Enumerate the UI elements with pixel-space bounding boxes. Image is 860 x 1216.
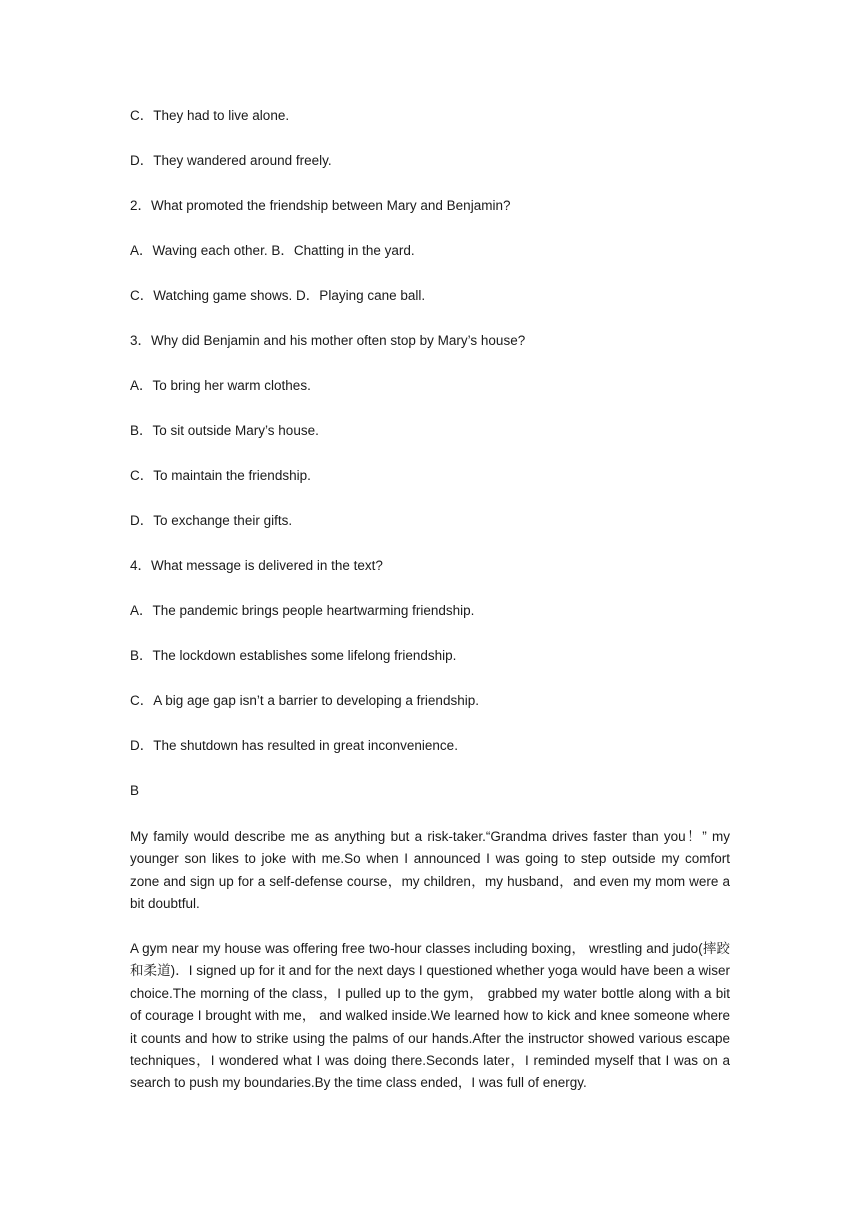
- passage-paragraph-1: My family would describe me as anything but a risk-taker.“Grandma drives faster than you！” my younger son likes to joke with me.So when I announced I was going to step outside my comfort zone and sign up for a self-defense course，my children，my husband，and even my mom were a bit doubtful.: [130, 829, 730, 912]
- question-4: 4．What message is delivered in the text?: [130, 558, 383, 573]
- options-ab-q2: A．Waving each other. B．Chatting in the yard.: [130, 243, 415, 258]
- option-b-q4: B．The lockdown establishes some lifelong friendship.: [130, 648, 457, 663]
- option-d-q3: D．To exchange their gifts.: [130, 513, 293, 528]
- question-2: 2．What promoted the friendship between Mary and Benjamin?: [130, 198, 511, 213]
- option-a-q4: A．The pandemic brings people heartwarming friendship.: [130, 603, 475, 618]
- option-a-q3: A．To bring her warm clothes.: [130, 378, 311, 393]
- options-cd-q2: C．Watching game shows. D．Playing cane ball.: [130, 288, 426, 303]
- option-d-q1: D．They wandered around freely.: [130, 153, 332, 168]
- section-label-b: B: [130, 783, 140, 798]
- option-c-q1: C．They had to live alone.: [130, 108, 290, 123]
- option-b-q3: B．To sit outside Mary’s house.: [130, 423, 319, 438]
- option-c-q4: C．A big age gap isn’t a barrier to developing a friendship.: [130, 693, 479, 708]
- passage-paragraph-2: A gym near my house was offering free two-hour classes including boxing， wrestling and judo(摔跤和柔道)．I signed up for it and for the next days I questioned whether yoga would have been a wiser choice.The morning of the class，I pulled up to the gym， grabbed my water bottle along with a bit of courage I brought with me， and walked inside.We learned how to kick and knee someone where it counts and how to strike using the palms of our hands.After the instructor showed various escape techniques，I wondered what I was doing there.Seconds later，I reminded myself that I was on a search to push my boundaries.By the time class ended，I was full of energy.: [130, 941, 730, 1091]
- option-c-q3: C．To maintain the friendship.: [130, 468, 311, 483]
- question-3: 3．Why did Benjamin and his mother often stop by Mary’s house?: [130, 333, 526, 348]
- option-d-q4: D．The shutdown has resulted in great inconvenience.: [130, 738, 458, 753]
